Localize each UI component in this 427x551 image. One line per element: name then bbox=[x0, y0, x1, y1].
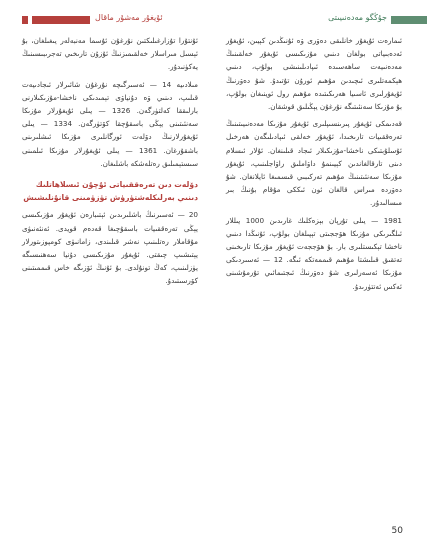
header-left-bar bbox=[32, 16, 90, 24]
header-right bbox=[222, 7, 427, 22]
right-paragraph-3: 1981 — يىلى تۇرپان بېزەكلىك غارىدىن 1000 يىللار ئىلگىرىكى مۇزىكا ھۆججىتى تېپىلغان بولۇپ، ئۇنىڭدا دىنىي ناخشا تېكىستلىرى بار. بۇ ھۆججەت ئۇيغۇر مۇزىكا تارىخىنى تەتقىق قىلىشتا مۇھىم قىممەتكە ئىگە. 12 — ئەسىردىكى مۇزىكا ئەسەرلىرى شۇ دەۋرنىڭ ئىجتىمائىي تۇرمۇشىنى ئەكس ئەتتۈرىدۇ. bbox=[226, 215, 403, 291]
page-number: 50 bbox=[391, 526, 403, 536]
left-paragraph-2: مىلادىيە 14 — ئەسىرگىچە نۇرغۇن شائىرلار ئىجادىيەت قىلىپ، دىنىي ۋە دۇنياۋى تېمىدىكى ناخشا-مۇزىكىلارنى بارلىققا كەلتۈرگەن. 1326 — يىلى ئۇيغۇرلار مۇزىكا سەنئىتىنى يېڭى باسقۇچقا كۆتۈرگەن. 1334 — يىلى ئۇيغۇرلارنىڭ دۆلەت ئورگانلىرى مۇزىكا ئىشلىرىنى باشقۇرغان. 1361 — يىلى ئۇيغۇرلار مۇزىكا ئىلمىنى سىستېمىلىق رەتلەشكە باشلىغان. bbox=[22, 79, 199, 168]
header-left-square-icon bbox=[22, 16, 28, 24]
left-paragraph-1: ئۇنتۇرا تۇزارغىلىكتىن نۇرغۇن ئۇسما مەنبەلەر يىغىلغان، بۇ ئېسىل مىراسلار خەلقىمىزنىڭ ئۇزۇن تارىخىي تەجرىبىسىنىڭ يەكۈنىدۇر. bbox=[22, 36, 198, 72]
header-right-title: جۇڭگو مەدەنىيىتى bbox=[328, 13, 387, 22]
right-paragraph-2: قەدىمكى ئۇيغۇر پىرىنسىپلىرى ئۇيغۇر مۇزىكا مەدەنىيىتىنىڭ تەرەققىيات تارىخىدا، ئۇيغۇر خەلقى ئىپادىلىگەن ھەرخىل ئۇسلۇبتىكى ناخشا-مۇزىكىلار ئىجاد قىلىنغان. ئۇلار ئىسلام دىنى تارقالغاندىن كېيىنمۇ داۋاملىق راۋاجلىنىپ، ئۇيغۇر مۇزىكا سەنئىتىنىڭ مۇھىم تەركىبىي قىسمىغا ئايلانغان. شۇ دەۋردە مىراس قالغان ئون ئىككى مۇقام بۇنىڭ بىر مىسالىدۇر. bbox=[226, 119, 402, 208]
header-left bbox=[0, 7, 205, 22]
right-column bbox=[226, 34, 402, 293]
left-paragraph-3: 20 — ئەسىرنىڭ باشلىرىدىن ئېتىبارەن ئۇيغۇر مۇزىكىسى يېڭى تەرەققىيات باسقۇچىغا قەدەم قويدى. ئەنئەنىۋى مۇقاملار رەتلىنىپ نەشر قىلىندى، زامانىۋى كومپوزىتورلار يېتىشىپ چىقتى. ئۇيغۇر مۇزىكىسى دۇنيا سەھنىسىگە يۈزلىنىپ، كەڭ تونۇلدى. بۇ ئۇنىڭ ئۆزىگە خاس قىممىتىنى كۆرسىتىدۇ. bbox=[22, 210, 198, 286]
header-right-bar bbox=[391, 16, 427, 24]
section-subheading: دۆلەت دىن تەرەققىياتى ئۇچۇن ئىسلاھاتلىك دىنىي بەرلىكلەشتۈرۈش تۈزۈمىنى قانۇنلىشىش bbox=[23, 180, 198, 203]
left-column bbox=[22, 34, 198, 288]
page-header bbox=[0, 0, 427, 24]
header-left-title: ئۇيغۇر مەشۇر ماقال bbox=[95, 13, 163, 22]
right-paragraph-1: ئىمارەت ئۇيغۇر خانلىقى دەۋرى ۋە ئۇنىڭدىن كېيىن، ئۇيغۇر ئەدەبىياتى بولغان دىنىي مۇزىكىسى ئۇيغۇر خەلقىنىڭ مەدەنىيەت ساھەسىدە ئىپادىلىنىشى بولۇپ، دىنىي ھېكمەتلىرى ئىچىدىن مۇھىم ئورۇن تۇتىدۇ. شۇ دەۋرنىڭ ئۇيغۇرلىرى ئاسىيا ھەرىكىتىدە مۇھىم رول ئوينىغان بولۇپ، بۇ مۇزىكا سەنئىتىگە نۇرغۇن يېڭىلىق قوشقان. bbox=[226, 36, 402, 112]
